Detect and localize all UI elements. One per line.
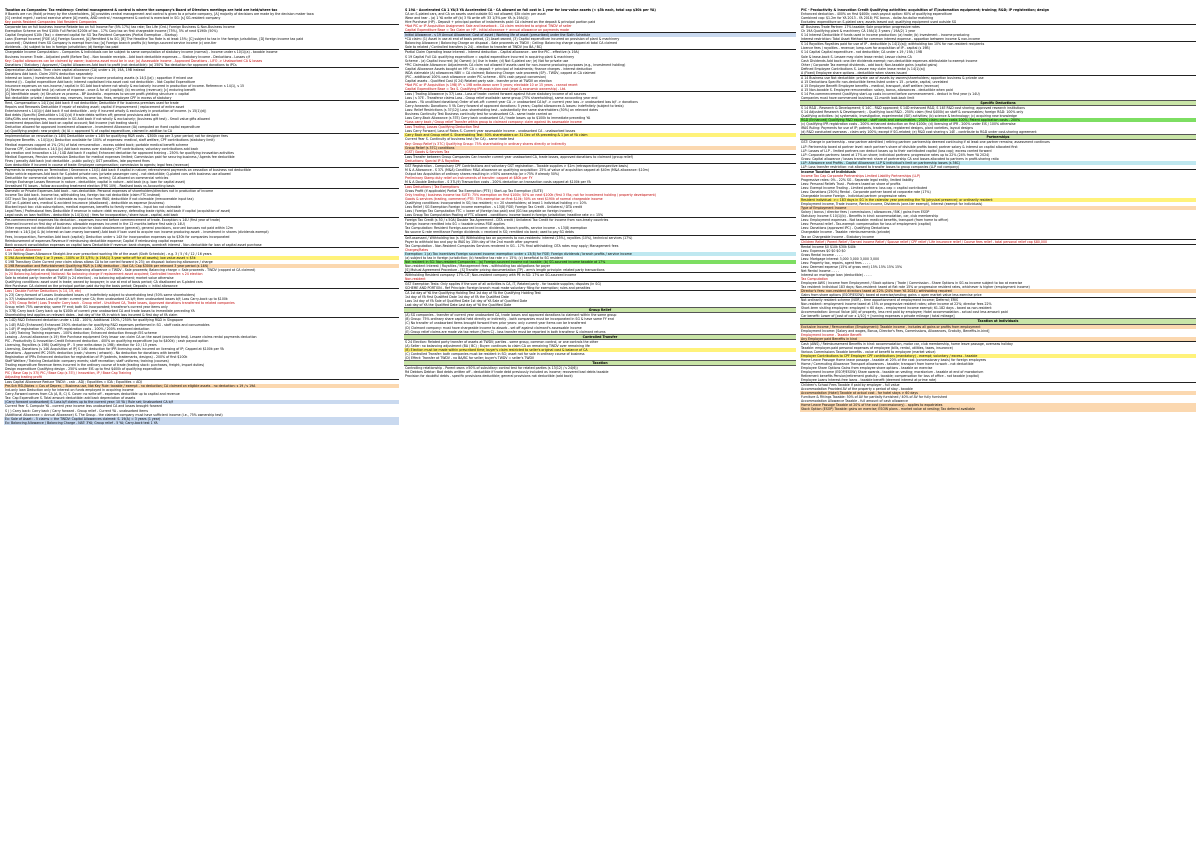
text-line: Leasing - Annual allowance (s 19) Hire Purchase equipment Only lessor can claim CA on the asset (ownership test). Lessee claims rental payments deduction — [5, 334, 257, 339]
text-line: (a) Qualifying project: new project; (b) IA = approved % of capital expenditure, claimed in addition to CA — [5, 129, 173, 134]
text-line: Ch 19A Qualifying plant & machinery CA 19A(1) 3 years / 19A(2) 1 year — [801, 29, 916, 34]
text-line: Current Year S. Compute YA - current year income less unabsorbed CA and losses brought forward — [5, 404, 162, 409]
text-line: Exemption Scheme on first $100k Full Partial $200k of tax - 17% Corp tax on first chargeable income (75%), 5% of next $190k (50%) — [5, 29, 218, 34]
section-heading: Taxation — [404, 360, 796, 366]
text-line: (sourced) ; Dividend from SG Company is exempt from tax; [a] Foreign branch profits (b) foreign-sourced service income (c) one-tier — [5, 41, 217, 46]
text-line: Not ordinarily resident scheme (NOR) - time apportionment of employment income; Deferral; ERIS — [800, 297, 1196, 302]
text-line: (a) subject to tax in foreign jurisdiction; (b) headline tax rate >= 15%; (c) beneficial to SG resident — [405, 255, 563, 260]
text-line: Medical Expenses, Pension commission Deduction for medical expenses limited; Commission paid for securing business / Agents fee deductible — [5, 154, 235, 159]
text-line: Non-resident — [405, 277, 426, 281]
text-line: No source & rate remittance Foreign dividends = received in SG; remitted via bank; used to pay SG debts — [405, 230, 574, 235]
text-line: Resident individual: >= 183 days in SG in the calendar year preceding the YA (physical presence); or ordinarily resident — [800, 198, 1196, 202]
text-line: Ex: Balancing Allowance / Balancing Charge - NAT: 3YA; Group relief - 5 YA; Carry-back test 1 YA — [4, 421, 399, 425]
text-line: Car benefit: Lower of [cost of car x 1/10] + [running expenses x private mileage / total mileage] — [801, 314, 955, 319]
text-line: Tax resident: Individual 183 days; Non-resident: taxed at flat rate 15% or progressive resident rates, whichever is higher (employment income) — [801, 285, 1030, 290]
column-right — [800, 8, 1196, 846]
text-line: Reimbursement of expenses Revenue if reimbursing deductible expense; Capital if reimbursing capital expense — [5, 238, 184, 243]
text-line: Tax Computation — [801, 277, 828, 281]
text-line: Preliminary Stamp duty relief on instruments of transfer: capped at $80k per FY — [405, 175, 533, 180]
text-line: Bad debts (Specific) Deductible s 14(1)(d) if trade debts written off; general provisions add back — [5, 113, 159, 118]
text-line: (c) Qualifying IPR registration costs - 200% enhanced deduction on first $100k; (d) licensing of IPR - 200% under EIS / 100% otherwise — [801, 122, 1016, 127]
text-line: Loss Deductions / Tax Exemptions — [404, 184, 796, 189]
text-line: Scheme - (a) Capital incurred; (b) Owned; (c) Use in trade; (d) Not S-plated car; (e) Not for private use — [405, 58, 569, 63]
text-line: Less Relief / SG Exemption Foreign income exemption - s 13(8) FSIE; Foreign Tax Credit - Unilateral / DTA credit — [405, 205, 583, 210]
text-line: *CA claim: (1) Asset in use at end of basis period, (2) Asset owned, (3) Capital expenditure incurred on provision of plant & machinery — [405, 37, 620, 42]
text-line: Licence fees / royalties - revenue; lump-sum for acquisition of IP - capital (s 19B) — [801, 46, 930, 51]
text-line: (A) SG companies - transfer of current year unabsorbed CA, trade losses and approved donations to claimant within the same group — [405, 313, 617, 318]
text-line: S 19A - Accelerated CA 1 YA/3 YA Accelerated CA - CA allowed on full cost in 1 year for low-value assets (< $5k each, total cap $30k per YA) — [405, 8, 656, 12]
text-line: Home Leave Passage Home leave passage - taxable at 20% of the cost (concessionary basis) for foreign employees — [801, 357, 987, 362]
text-line: Deemed incurred on first day of business: allowable expenses incurred in the 12 months before first sale (s 14U) — [5, 222, 185, 227]
text-line: A 14 Business use Not deductible: private use of assets by owners/shareholders; apportion business & private use — [800, 75, 1196, 80]
text-line: S 19 Capital Full CA: qualifying expenditure = capital expenditure incurred in acquiring plant & machinery — [405, 54, 575, 59]
text-line: (s 20 Balancing Adjustment) Notional: No balancing charge if replacement asset acquired; Controlled transfer: s 24 election — [5, 271, 203, 276]
text-line: Accommodation Provided AV of the property x period of stay - taxable — [801, 387, 913, 392]
text-line: S 14 Interest Deductible if funds used in income production: (a) trade; (b) investment - income producing — [801, 33, 970, 38]
text-line: Carry Back and Group relief S. Shareholding Test: 50% shareholders on 31 Dec of YA preceding & 1 Jan of YA claim — [404, 133, 796, 137]
text-line: (d) R&D conducted overseas - claim only 100%; except if SG-related; (e) R&D cost sharing s 14E - contribute to R&D under cost-sharing agreement — [801, 130, 1037, 135]
text-line: Loss Trading, Losses Qualifying Deduction Test — [404, 124, 796, 129]
text-line: Implementation on renovation (s 14N) Deductible under s 14N for qualifying R&R costs - $300k cap per 3-year period; not for designer fees — [4, 133, 399, 138]
text-line: Licensing, Donations (s 14K Acquisition of IP) S 14K: deduction for IPR licensing costs incurred on licensing of IP; Capped at $100k per YA — [5, 346, 224, 351]
text-line: (s 14F) IP registration Qualifying IPR registration costs - 100% / 200% enhanced deduction — [5, 326, 150, 331]
text-line: Qualifying conditions: incorporated in SG; tax resident; <= 20 shareholders; at least 1 individual holding >= 10% — [405, 201, 587, 206]
text-line: Payments to employees on Termination / Severance s 14(1) Add back if capital in nature; retrenchment payments on cessation of business not deductible — [4, 167, 399, 172]
text-line: Interest (i) - Capital expenditure Add back; interest capitalised into asset cost not deductible: - Not Capital Expenditure — [5, 79, 196, 84]
text-line: Legal costs on loan facilities - deductible (s 14(1)(a)) ; fees for incorporation / share issue - capital, add back — [5, 213, 179, 218]
text-line: PIC - Productivity & Innovation Credit Enhanced deduction - 400% on qualifying expenditure (up to $400k) ; cash payout option — [5, 338, 209, 343]
text-line: Insurance expenses on non-income / capital in SG Add back where not wholly & exclusively incurred in production of income. Reference: s 14(1), s 15 — [5, 83, 245, 88]
text-line: Employee Loans Interest-free loans - taxable benefit (deemed interest at prime rate) — [801, 378, 937, 383]
text-line: Tax Computation: Resident Foreign-sourced income: dividends, branch profits, service income - s 13(8) exemption — [405, 226, 588, 231]
text-line: Employment Income (ESOP/ESOW) Share awards - taxable on vesting; moratorium - taxable at end of moratorium — [801, 370, 984, 375]
text-line: Interest restriction: Total Asset Method for common interest expense - apportion between income & non-income — [801, 37, 981, 42]
text-line: Sum deductible if incurred in course of trade: Employee compensation; commission to agents; legal fees (revenue) — [5, 162, 189, 167]
text-line: Sale to related / Controlled transfers (s 24) - election to transfer at TWDV (no BA / BC) — [405, 45, 543, 50]
text-line: Income Taxation of Individuals — [800, 169, 1196, 174]
text-line: Provision for doubtful debts - specific provisions deductible; general provisions not deductible (add back) — [405, 374, 573, 379]
text-line: Furniture & Fittings Taxable: 50% of AV for partially furnished / 40% of AV for fully furnished — [801, 395, 947, 400]
text-line: SCHEME AND PORTION - Ref Principle: Foreign branch must make voluntary filing for exemption; rules and penalties — [405, 286, 591, 291]
text-line: Donations Add back. Claim 250% deduction separately — [5, 71, 93, 76]
text-line: Medical expenses capped at 1% (2%) of total remuneration - excess added back; portable medical benefit scheme — [5, 142, 189, 147]
text-line: LLP: Loss transfer restriction: not allowed to transfer losses to group companies (LLP not company) — [801, 164, 960, 169]
text-line: GST on S-plated cars, medical & accident insurance (disallowed) - deductible as expense (business) — [5, 201, 165, 206]
text-line: Chargeable Income Computation: - Companies & Individuals can be subject to same computation of statutory income (normal) - Income under s 10(1)(a) - taxable income — [4, 49, 399, 54]
text-line: S ( ) Carry back: Carry back / Carry forward - Group relief - Current YA - unabsorbed items — [5, 408, 149, 413]
text-line: Unrealised FX losses - follow accounting treatment election (FRS 109) - Realised basis vs Accounting basis — [5, 183, 175, 188]
text-line: (E) Group relief claims are made via tax return (Form C) - loss transfer must be reported in both transferor & claimant returns — [405, 329, 606, 334]
text-line: Excludes: expenditure on S-plated cars; assets leased out; qualifying equipment used outside SG — [801, 20, 957, 25]
text-line: Less: Employment expenses - Not taxable: medical benefits, transport (from home to office) — [801, 218, 949, 223]
text-line: Statutory Income S 10(1)(b) - Benefits in kind: accommodation, car, club membership — [801, 214, 939, 219]
section-heading: Controlled Transfer — [404, 334, 796, 340]
text-line: (B) Election must be made within prescribed time; buyer's claim restricted to seller's original cost & balance of CA — [404, 348, 796, 352]
text-line: Loss: Relief Restrictions (s 37(12)) Loss: shareholding test - substantially the same shareholders (50%) on relevant dates — [405, 108, 598, 113]
text-line: Less: Personal relief - Tax-exempt: compensation for loss of employment (capital) — [801, 222, 931, 227]
text-line: LLP: Partnership taxed at partner level: each partner's share of divisible profits taxed; partner salary & interest on capital allocated first — [801, 144, 1018, 149]
text-line: Capital assets - Qualified Cost (S 24) Related party sale - transfer price at TWDV on election — [405, 78, 552, 83]
text-line: (Carry forward unabsorbed) S. Loss b/f claims up to the current year: 10 YA / Rule set; Unabsorbed CA b/f — [4, 400, 399, 404]
text-line: Wear and tear - (a) 1 YA write off (b) 3 YA write off: 33 1/3% per YA (s 19A(1)) — [405, 16, 529, 21]
text-line: (C) No transfer of unabsorbed items brought forward from prior years: only current year items can be transferred — [405, 321, 586, 326]
text-line: If Boards are run (Hold) primary by the shareholders, [A] provides central management and control is given to a private company, [A] majority of decisions are made by the decision maker taxa — [5, 12, 314, 17]
text-line: (s 23) Carry-forward of Losses Unabsorbed losses c/f indefinitely subject to shareholding test (50% same shareholders) — [5, 293, 196, 298]
text-line: Children's School Fees Taxable if paid by employer - full value — [800, 382, 1196, 387]
text-line: Legal Fees / Professional fees Deductible if revenue in nature: debt recovery, defending trade rights; add back if capital (acquisition of asset) — [5, 209, 231, 214]
text-line: Other expenses not deductible Add back: provision for stock obsolescence (general), general provisions, accrued bonuses not paid within 12m — [5, 226, 233, 231]
text-line: 1st day of YA first Qualified Date 1st day of YA the Qualified Date — [405, 295, 509, 300]
text-line: Director's fees: non-resident directors taxed at 22% (24% from YA 2024); withholding required — [800, 289, 1196, 293]
text-line: [G] central mgmt / control exercise where [A] meets, AND central / management & control is exercised in SG: [s] SG-resident company — [5, 16, 221, 21]
text-line: Rd Debtors Debtor: Bad debts written off - deductible if trade debt previously included as income; recovered bad debts taxable — [405, 369, 609, 374]
text-line: Blocked input tax: club subscriptions, medical expenses, benefits to family members - Input tax not claimable — [5, 205, 181, 210]
text-line: Donations / Statutory / Approved / Capital Allowances Add back to profit (not deductible): (a) 250% Tax deduction for approved donations to IPCs — [5, 62, 237, 67]
text-line: Employer Contributions to CPF Employer CPF contributions (mandatory) - exempt; voluntary / excess - taxable — [800, 354, 1196, 358]
text-line: Corporate tax on full business income Rebate tax on full Income For (5% 17%) tax rate; Tax Life (Ord.) Foreign Business & Non-Business Income — [4, 24, 399, 29]
text-line: Investment deposition Add back on capital account; Not income (not trading stock) — [5, 121, 138, 126]
text-line: Home Leave Passage Taxable at 20% of the cost (concessionary) - applies to expatriates — [800, 403, 1196, 407]
text-line: GST: Change in partnership - new partner admitted / retiring partner: partnership deemed continuing if at least one partner remains; assessment continues — [801, 140, 1050, 145]
text-line: Initial Allowance - s 19 Annual Allowance: Cost of asset / Working life of asset (prescribed) under the Sixth Schedule — [404, 32, 796, 37]
text-line: Deduction allowed for approved investment allowance - Investment Allowance (IA) computed on fixed capital expenditure — [5, 125, 200, 130]
text-line: LLP: Corporate partners: taxed at 17% on share; individual partners: progressive rates up to 22% (24% from YA 2024) — [801, 152, 990, 157]
text-line: Employee Share Options Gains from employee share options - taxable on exercise — [801, 365, 933, 370]
text-line: (Losses - YA unutilised donations) Order of set-off: current year CA -> unabsorbed CA b/f -> current year loss -> unabsorbed loss b/f -> donations — [405, 100, 638, 105]
text-line: Net Rental Income - - - - — [801, 268, 840, 273]
text-line: Tax Computation - Non-Resident Companies Services rendered in SG - 17% final withholding; DTA rates may apply; Management fees — [405, 243, 619, 248]
text-line: Loss 1st day of YA Sale of Qualified Date 1st day of YA Sale of Qualified Date — [405, 299, 528, 304]
text-line: [S] Mutual Agreement Procedure - [S] Transfer pricing documentation (TP) - arm's length principle: related party transactions — [405, 267, 605, 272]
text-line: M & A Double Deduction - S 37L(9) Transaction costs - 200% deduction on transaction costs capped at $100k per YA — [405, 179, 591, 184]
text-line: Gross Rental income - - - - — [801, 252, 843, 257]
text-line: Tax on Chargeable Income - Statutory income — [801, 234, 875, 239]
text-line: Income Tax Cap Corporate Partnerships Limited Liability Partnerships (LLP) — [801, 173, 921, 178]
text-line: Group relief: 75% ownership; same FY end; both SG incorporated; transferor's current year items only — [5, 305, 168, 310]
text-line: Accommodation: Annual Value (AV) of property, less rent paid by employee; Hotel accommodation - actual cost less amount paid — [801, 310, 1008, 315]
text-line: S 19A Accelerated Only 1 or 3 years - 100% or 33 1/3%; (s 19A(1) 3-year write off for all assets); low value asset < $5k — [4, 256, 399, 260]
text-line: (s 14H) Training Training expenses - 100% deduction; Enhanced deduction through EIS scheme — [5, 330, 157, 335]
text-line: (GST) Goods & Services Tax — [405, 149, 450, 154]
text-line: CA on S-plated cars, and CA on assets used outside SG not allowed; $5k claim per asset — [405, 12, 546, 17]
text-line: Cash (AWS) / Reimbursement Benefits in kind: accommodation, motor car, club membership, home leave passage, overseas holiday — [800, 341, 1196, 346]
text-line: Pre-Sch RSL/Notes = Cos of Deprec, ; Business use, Not Key Rule: taxable / exempt - no deduction; CA claimed on eligible assets - no deduction: s 19 / s 19A — [4, 384, 399, 388]
text-line: Less: Donations (approved IPC) - Qualifying Deductions — [801, 226, 890, 231]
text-line: Entertainment s 14(1)(r) Add back if not deductible - only if incurred wholly & exclusively in production of income. (s 15(1)(d)) — [5, 109, 207, 114]
text-line: Rent, Compensation s 14(1)(a) Add back if not deductible; Deductible if for business premises used for trade — [4, 100, 399, 105]
text-line: S 14 Adjusted Research & Development; - Qualifying local R&D - 250% claim (first $400k) on staff & consumables; foreign R&D: 100% only — [801, 110, 1024, 115]
text-line: Shareholding test applies on relevant dates - last day of the YA in which loss incurred & first day of YA claim — [5, 313, 178, 318]
text-line: Capital Expenditure Base = Tax Claim on HP - initial allowance + annual allowance on payments made — [405, 28, 569, 33]
text-line: Pre-commencement expenses No deduction - expenses incurred before commencement of trade. Exception: s 14U (first year of trade) — [4, 217, 399, 222]
text-line: (B) Group: 75% ordinary share capital held directly or indirectly - both companies must be incorporated in SG & have same FY end — [405, 317, 614, 322]
text-line: Qualifying conditions: asset used in trade; owned by taxpayer; in use at end of basis period; CA disallowed on S-plated cars — [5, 280, 203, 285]
text-line: Home / Commuting Allowance Transport allowances - taxable; transport from home to work - not deductible — [801, 361, 974, 366]
text-line: Donations - Approved IPC 250% deduction (cash / shares / artwork) - No deduction for donations with benefit — [5, 350, 180, 355]
text-line: S 19B Renovation and Refurbishment Qualifying R&R (s 14N) deduction - Not CA; Cap $300k per relevant 3 year period (s 14N) — [4, 264, 399, 268]
text-line: GST Input Tax (paid) Add back if claimable as input tax from IRAS; deductible if not claimable (irrecoverable input tax) — [5, 197, 194, 202]
text-line: Controlling relationship - Parent owns >50% of subsidiary: control test for related parties (s 13(12) / s 24(6)) — [405, 365, 578, 370]
text-line: A (Fixed) Employee share options - deductible when shares issued — [801, 70, 907, 75]
text-line: Ind-only loan Deduction only for interest on funds employed in acquiring income — [5, 388, 134, 393]
text-line: Combined cap: $1.2m for YA 2013 - YA 2018; PIC bonus - dollar-for-dollar matching — [801, 16, 934, 21]
text-line: Tax: Cap Expenditure S. Total amount deductible: add back depreciation of assets — [5, 396, 136, 401]
text-line: Loan (Exempt Income) [FSIE (A)] Foreign Sourced, [A] Remitted $ to SG; [B] The Headline Tax Rate is at least 15%; [C] subject to tax in the foreign jurisdiction, [D] foreign income tax paid — [5, 37, 304, 42]
text-line: Design expenditure Qualifying design - 250% under EIS up to first $400k of qualifying expenditure — [5, 367, 162, 372]
text-line: Short-term visiting employee: employed < 60 days - employment income exempt; 61-182 days - taxed as non-resident — [801, 306, 992, 311]
text-line: Income Tax Add back. Income tax, withholding tax, foreign tax not deductible (claim FTC instead) — [5, 193, 161, 198]
text-line: Enhanced deduction - 400% on first $400k; cash payout option: 60% of qualifying expenditure — [801, 12, 952, 17]
text-line: S 19B Transitory Claim Current year claim allows allows CA to be carried forward (s 23); on disposal: balancing allowance / charge — [5, 259, 213, 264]
text-line: Any Employer paid Benefits in kind — [800, 337, 1196, 341]
text-line: (s 14D) R&D Enhanced deduction under s 14D - 100%; Additional 150% / 250% for qualifying R&D in Singapore — [4, 317, 399, 322]
text-line: Loss Carry Forward, Loss of Rates S. Current year assessable income - unabsorbed CA - unabsorbed losses — [405, 129, 576, 134]
text-line: LLP: Allowance and Profits - Capital Allowance: LLP & individual's limit on partnership losses (s 36C) — [800, 161, 1196, 165]
text-line: Defined Employee Contributions S. Lessee may claim lease rental (s 14(1)(a)) — [801, 66, 926, 71]
text-line: Accommodation (Hotel) Taxable at actual cost - for hotel stays > 60 days — [800, 391, 1196, 395]
text-line: IRAS Ruling: Payments for use of IP; patents, trademarks, registered designs, plant varieties, layout designs — [801, 126, 974, 131]
text-line: Bank account consolidation expenses on capital loans Deductible if revenue: bank charges, overdraft interest - Non-deductible for loan of capital asset purchase — [5, 242, 262, 247]
text-line: Employment Income: [Salary and wages, Bonus, Director's Fees, Commissions, Allowances, Gratuity, Benefits-in-kind] — [801, 328, 990, 333]
text-line: dividends - (b) subject to tax in foreign jurisdiction; (d) foreign tax paid — [5, 45, 119, 50]
text-line: Less: Property tax, repairs, agent fees - - - - — [801, 260, 871, 265]
text-line: Type of Employment Income — [800, 206, 1196, 210]
text-line: A 15 Non-taxable S. Employee remuneration: salary, bonus, allowances - deductible when paid — [801, 87, 953, 92]
text-line: Exemption: 1 (a) Tax incentives Foreign sourced income: exemption under s 13(8) for FSIE; Foreign dividends / branch profits / service income — [404, 252, 796, 256]
text-line: Qualifying activities: (a) systematic, investigative, experimental (SIE) activities; (b) science & technology; (c) acquiring new knowledge — [801, 114, 1017, 119]
text-line: Trading expenditure Revenue items incurred in the ordinary course of trade (trading stock: purchases, freight, import duties) — [5, 362, 205, 367]
text-line: Loss / s 37E - Transferor claims Loss - Group relief available: same group (75% shareholding), same accounting year end — [405, 95, 598, 100]
text-line: M & A Allowance - S 37L (M&A) Condition: M&A allowance on qualifying acquisition: 25% of value of acquisition capped at $40m (M&A allowance: $10m) — [405, 167, 649, 172]
text-line: Domestic or Private Expenses Add back - non-deductible. Personal expenses of shareholders/directors not in production of income — [4, 188, 399, 193]
text-line: [A] Revenue vs capital test: (a) nature of expense - once & for all (capital); (b) recurring (revenue); [c] enduring benefit — [5, 87, 196, 92]
text-line: S 14 R&D - Research & Development; S 14C - R&D approved; S 14D enhanced R&D, S 14E R&D cost sharing; approved research institutions — [801, 106, 1025, 111]
text-line: Gains from share options (ESOP/ESOW): taxed at exercise/vesting; gains = open market value less exercise price — [801, 293, 982, 298]
text-line: (s 37B) Carry back Carry back up to $100k of current year unabsorbed CA and trade losses to immediate preceding YA — [5, 309, 195, 314]
text-line: Hire Purchase: CA claimed on the principal portion paid during the basis period; Deposits = initial allowance — [5, 284, 178, 289]
text-line: (D) Claimant company: must have chargeable income to absorb - set off against claimant's assessable income — [405, 325, 582, 330]
column-middle — [404, 8, 796, 846]
text-line: Loss Carry-Back Allowance (s 37E) Carry back unabsorbed CA / trade losses up to $100k to immediate preceding YA — [405, 116, 591, 121]
text-line: A 15 Employee Benefit Employee benefits - medical, transport, staff welfare (revenue) — [801, 83, 940, 88]
text-line: Employment Income - Taxable Benefit — [801, 332, 862, 337]
text-line: (s 37E) Group Relief / Loss Transfer Carry back - Group relief - Unutilised CA, Trade losses, Approved donations transferred to related companies — [5, 301, 235, 306]
text-line: Licensing, Royalties (s 19B) Qualifying IP - 5 year write-down (s 19B); election for 10 / 15 years — [5, 342, 157, 347]
text-line: Fines / penalty Add back (not deductible - public policy); GST penalties, late payment fines — [5, 158, 150, 163]
text-line: Key points Resident Companies: Not Resident Companies — [5, 20, 97, 25]
text-line: Taxable: employer-paid personal expenses of employee (bills, rental, utilities, taxes, insurance) — [801, 345, 953, 350]
text-line: Depreciation Add back. Then claim capital allowance (CA) under s 19, 19A, 19B instead — [4, 67, 399, 72]
text-line: Gross: Capital allowance / losses transferred: share of partnership CA and losses allocated to partners in profit-sharing ratio — [801, 156, 999, 161]
text-line: Loss Capital Allowance — [4, 247, 399, 252]
text-line: Salary / bonus / director fees / commissions / allowances / BIK / gains from ESOP — [801, 210, 930, 215]
text-line: Carry-forwards: Donations: 5 YA Carry forward of approved donations: 5 years; Capital allowances & losses: indefinitely (subject to tests) — [405, 104, 624, 109]
section-heading: Partnerships — [800, 134, 1196, 140]
text-line: Loss Transfer between Group Companies Can transfer current year unabsorbed CA, trade losses, approved donations to claimant (group relief) — [404, 154, 796, 159]
text-line: Balancing Allowance / Balancing Charge on disposal - Sale proceeds vs TWDV ; Ceiling: Balancing charge capped at total CA claimed — [405, 41, 617, 46]
text-line: (PIC - additional 100% cash allowance under PIC scheme - 60% cash payout conversion) — [405, 74, 547, 79]
text-line: Capital Expenditure Base = Tax S. Qualifying IPR acquisition cost (legal & economic ownership) - Ltd. — [405, 86, 567, 91]
text-line: Rental Income $0 $10k $30k $40k — [800, 244, 1196, 249]
text-line: CA 1st day of YA the Qualifying Holding Test 1st day of YA the Qualifying Holding Test — [404, 290, 796, 295]
text-line: Carry-Forward comes from CA (A, B, C) S. Cover: no write off - expenses deductible up to capital and revenue — [5, 392, 180, 397]
text-line: (A) Seller: no balancing adjustment (BA / BC) ; Buyer: continues to claim CA on remaining TWDV over remaining life — [405, 343, 590, 348]
text-line: Loss Group Tax Computation Pooling of FTC allowed - conditions: income taxed in foreign jurisdiction; headline rate >= 15% — [405, 213, 604, 218]
text-line: Gross Profit (if applicable) Partial Tax Exemption (PTE) / Start-up Tax Exemption (SUTE) — [405, 189, 544, 194]
text-line: Loss / Trading Allowance (s 37) Loss - Loss of trade: carried forward against future statutory income of all sources — [404, 91, 796, 96]
text-line: Hire Purchase (HP) - Deposit + principal portion of instalments paid: CA claimed on the deposit & principal portion paid — [405, 20, 596, 25]
text-line: Balancing adjustment on disposal of asset: Balancing allowance = TWDV - Sale proceeds; Balancing charge = Sale proceeds - TWDV (capped at CA claimed) — [5, 267, 256, 272]
text-line: Staff Welfare / Training Deductible: company events; staff recreation; staff uniforms; training (courses) — [5, 358, 169, 363]
text-line: Less: Deemed expense (15% of gross rent) 15% 15% 15% 15% — [801, 264, 903, 269]
text-line: (s 14E) R&D (Enhanced) Enhanced 250% deduction for qualifying R&D expenses performed in SG - staff costs and consumables — [5, 322, 210, 327]
text-line: Charges/Rates — [405, 247, 429, 252]
text-line: R&D (Enhanced) Qualifying R&D expense - staff costs and consumables - 250% claim; other costs 100%; Patent application costs - 200% — [800, 118, 1196, 122]
text-line: *Loss carry back / Group relief Transfer within group to claimant company: claim against its assessable income — [405, 120, 582, 125]
text-line: Loss / Double Further Deductions (s 14, 19, etc) — [4, 288, 399, 293]
text-line: S 24 Election: Related party transfer of assets at TWDV; parties - same group, common control, or one controls the other — [405, 339, 599, 344]
text-line: Registration of IPRs Enhanced deduction for registration of IP (patents, trademarks, designs) - 200% of first $100k — [5, 354, 188, 359]
text-line: Ex: Sale of Asset: - 5 claims = the TWDV: Capital Allowances claimed: S. 19(A) = 3 years (1 year) — [4, 417, 399, 421]
text-line: Sale & lease-back S. Lessee may claim lease rental; Lessor claims CA — [801, 54, 912, 59]
text-line: (Additional Allowance = Annual Allowance) S. The Group - the claimant company must have sufficient income (i.e., 75% ownership test) — [5, 412, 223, 417]
text-line: Only trading / business income tax SUTE: 75% exemption on first $100k; 50% on next $100k (first 3 YAs; not for investment holding / property development) — [405, 193, 657, 198]
text-line: Less: Donations (250%) Rental - Corporate partner taxed at corporate rate (17%) — [801, 190, 931, 195]
text-line: LLP: Losses of LLP - limited partners can deduct losses up to their contributed capital (loss cap); excess carried forward — [801, 148, 992, 153]
text-line: Repairs and Renewals Deductible if repair of existing asset; capital if improvement / replacement of entire asset — [5, 105, 185, 110]
text-line: Employee Benefits - s 14(1)(a) Deduction available for 100% of expenses: medical, staff welfare, CPF contributions (statutory limit) — [5, 138, 215, 143]
text-line: Loss Capital Allowance Reduce TWDV: - calc - ADJ ; Equalities = IDA ; Equalities = ADJ — [4, 379, 399, 384]
text-line: GST Exemption Tests: Only applies if the sum of all activities is CA, IT, Related party - for taxable supplies; disputes (in SG) — [404, 281, 796, 286]
text-line: WDA claimable (A) allowances NBV = CA claimed; Balancing Charge: sale proceeds (SP) - TWDV, capped at CA claimed — [405, 70, 596, 75]
text-line: Withholding Resident company: 17% CIT; Non-resident company with PE in SG: 17% on SG-sourced income — [404, 272, 796, 277]
text-line: Less: Mortgage interest 3,000 3,000 3,000 3,000 — [801, 256, 880, 261]
text-line: Cash Dividends Add back: one-tier dividends exempt; non-deductible expenses attributable to exempt income — [801, 58, 978, 63]
text-line: Fees, Incorporation, Formation Add back (capital); Deduction under s 14X for incorporation expenses up to $30k for companies incorporated — [5, 234, 230, 239]
text-line: Adjusting trading profit — [5, 375, 42, 380]
text-line: Key: Capital allowances can be claimed by owner; business asset must be in use; (a) Assessable income - Approved Donations - LIFO -> Unabsorbed CA & losses — [5, 58, 263, 63]
text-line: Accommodation Allowance Taxable - full amount of cash allowance — [801, 399, 908, 404]
text-line: Children Relief / Parent Relief / Earned income Relief / Spouse relief / CPF relief / Life insurance relief / Course fees relief - total personal relief cap $80,000 — [800, 239, 1196, 244]
section-heading: Taxation at Individuals — [800, 318, 1196, 324]
text-line: S 14 Capital Capital expenditure - not deductible; CA under s 19 / 19A / 19B — [801, 50, 923, 55]
text-line: Business income: Trade - Adjusted profit (Before Tax) - Non taxable receipts - Add back deductible expenses ... Statutory Income - Deductions - Losses c/f — [5, 54, 250, 59]
text-line: Partial Claim Operating lease interest - Interest deduction - Capital allowance - see the PIC - effective (s 19A) — [404, 49, 796, 54]
text-line: Less: Expenses $0 $0 $0 $0 — [801, 248, 846, 253]
text-line: Chargeable Income - Taxable: reimbursements (private) — [801, 230, 891, 235]
text-line: Companies must have commenced business; 12-month look-back limit — [801, 95, 915, 100]
text-line: (s 37) Unabsorbed losses Loss c/f order: current year CA; then unabsorbed CA b/f; then unabsorbed losses b/f; Loss Carry-back up to $100k — [5, 297, 228, 302]
text-line: Less: Exempt Income Trading - Limited partners: loss cap = capital contributed — [801, 185, 928, 190]
section-heading: Specific Deductions — [800, 100, 1196, 106]
text-line: [D] Identifiable asset; (e) Structure vs process - BP Australia - expenses to secure profit-yielding structure = capital — [5, 91, 190, 96]
text-line: S 14 Pre-commencement Qualifying start-up costs incurred before commencement - deduct in first year (s 14U) — [801, 91, 980, 96]
text-line: Escrow CPF, Contributions s 14(1)(c) Add back excess over statutory CPF contributions; voluntary contributions add back — [5, 146, 199, 151]
text-line: Deductible for commercial vehicles (goods vehicles, vans, lorries); CA allowed on commercial vehicles — [5, 175, 169, 180]
text-line: Progressive rates: 0% - 22% SG - Separate legal entity, limited liability — [801, 177, 914, 182]
text-line: Payer to withhold tax and pay to IRAS by 15th day of the 2nd month after payment — [405, 239, 538, 244]
text-line: Group Relief (s 37C) conditions — [404, 146, 796, 150]
text-line: Goods & services (trading, commerce) PTE: 75% exemption on first $10k; 50% on next $190k of normal chargeable income — [405, 197, 603, 202]
text-line: Foreign income remitted into SG = taxable unless FSIE applies — [405, 222, 505, 227]
text-line: (D) Effect: Transfer at TWDV - no BA/BC for seller; buyer's TWDV = seller's TWDV — [405, 355, 535, 360]
text-line: Other / Corporate Tax exempt dividends - add back; Non-taxable gains (capital gains) — [801, 62, 938, 67]
text-line: A 15 Deductions Specific non-deductible items listed under s 15 - private, capital, unrelated — [801, 79, 948, 84]
text-line: Non-resident Interest / Royalties / Management fees - withholding tax obligations for payer — [405, 263, 551, 268]
text-line: Employment income, Trade income, Rental income, Dividends (one-tier exempt), Interest (exempt for individuals) — [801, 202, 983, 207]
text-line: *Not PIC or IP Acquisition (s 19B) IP: s 19B write-down over 5 years; electable 10 or 15 years - cannot revert — [405, 82, 578, 87]
text-line: Business Continuity Test Business continuity test for unabsorbed CA - same trade carried on — [405, 112, 553, 117]
text-line: Job creation and Innovation s 14 / 14D Add back if capital; Enhanced deduction for approved training - 250% for qualifying innovation activities — [5, 150, 234, 155]
text-line: Less: Personal Reliefs Trust - Partners taxed on share of profits — [801, 181, 901, 186]
text-line: AT Business Trade Partner: 17% taxable; Sole proprietor: progressive rates — [800, 24, 1196, 29]
text-line: GST Registration - Compulsory CPF Contributions and voluntary GST registration - Taxable supplies > $1m (retrospective/prospective basis) — [404, 163, 796, 168]
text-line: *PIC Claimable Allowance: Adjustments CA claim not allowed if assets used for non-income producing purposes (e.g., investment holding) — [405, 62, 626, 67]
text-line: Output tax Acquisition of ordinary shares resulting in >50% ownership (or >75% if already 50%) — [405, 171, 560, 176]
text-line: Stock Option (ESOP) Taxable: gains on exercise; ESOW plans - market value at vesting; Tax deferral available — [800, 407, 1196, 411]
text-line: (C) Controlled Transfer: both companies must be resident in SG; asset not for sale in ordinary course of business — [405, 351, 585, 356]
text-line: Various Commissions Taxable benefits - value of benefit to employee (market value) — [801, 349, 936, 354]
text-line: Chargeable Income Foreign - Individual partner: progressive rates — [801, 194, 907, 199]
text-line: Key: Group Relief (s 37C) Qualifying Group: 75% shareholding in ordinary shares directly or indirectly — [405, 141, 567, 146]
text-line: Exclusive Income / Remuneration (Employment): Taxable income - includes all gains or profits from employment — [800, 325, 1196, 329]
text-line: Employee AWS / Income from Employment / Stock options / Trade / Commission - Share Options in SG as income subject to tax at exercise — [801, 281, 1023, 286]
text-line: Motor vehicle expenses Add back for S-plated private cars (private passenger cars) - not deductible; Q-plated cars with business use allowed — [5, 171, 231, 176]
text-line: Taxation as Companies: Tax residency: Central management & control is where the company's Board of Directors meetings are held are held/where tax — [5, 8, 278, 12]
text-line: Foreign Tax Credit (s 50 / s 50A) Double Tax Agreement - DTA credit / Unilateral Tax Credit for income from non-treaty countries — [404, 217, 796, 222]
text-line: Capital Employed $10k (Tax) = deemed capital for SG Tax Resident Companies (Partial Exemption - Startup) — [5, 33, 178, 38]
text-line: Sale to related party: transfer at TWDV (s 24 election) - no balancing adjustment; market value otherwise — [5, 276, 174, 280]
text-line: Non-resident: employment income taxed at 15% or progressive resident rates; other income at 22%; director fees 22% — [801, 302, 992, 307]
text-line: Interest on loans / investments Add back if loan for non-income producing assets (s 14(1)(a)) ; apportion if mixed use — [5, 75, 193, 80]
text-line: Not resident in SG: Non-resident Companies - (a) Foreign-sourced income not taxable; (b) SG-sourced income taxable at 17% — [404, 260, 796, 264]
text-line: S 14 Royalties Royalties paid for use of IP - deductible (s 14(1)(a)); withholding tax 10% for non-resident recipients — [800, 41, 1196, 46]
text-line: Interest on mortgage loan (deductible) - - - - — [801, 272, 872, 277]
section-heading: Group Relief — [404, 307, 796, 313]
text-line: PIC / Base Cap (s 37I) PIC / Base Cap (s 37I) / Innovation, IP / Base Cap Training — [5, 371, 132, 376]
text-line: S 19 Writing Down Allowance Straight-line over prescribed working life of the asset (Sixth Schedule) - e.g. 3 / 5 / 6 / 12 / 16 years — [5, 251, 212, 256]
text-line: Current Year S. Continuity of business test (for CA) - same trade test — [405, 137, 515, 142]
text-line: Gifts/Gifts and employees, recoverable in SG Add back if not wholly & exclusively; (business gift test) - Small value gifts allowed — [5, 117, 210, 122]
text-line: PIC - Productivity & Innovation Credit Qualifying activities: acquisition of IT/automation equipment; training; R&D; IP registration; design — [801, 8, 1049, 12]
text-line: Retirement benefits Pension/retirement gratuity - taxable; compensation for loss of office - not taxable (capital) — [801, 374, 980, 379]
text-line: Last day of YA the Qualified Date Last day of YA the Qualified Date — [405, 303, 512, 308]
column-left — [4, 8, 399, 846]
text-line: *Not PIC or IP Acquisition Assignment Sale and leaseback - CA claim restricted to original TWDV of seller — [405, 24, 572, 29]
text-line: Self-assessed / Withholding tax (s 45) Withholding tax on payments to non-residents: interest (15%), royalties (10%), technical services (17%) — [404, 235, 796, 240]
text-line: (Interest: s 14(1)(a) & (b) interest on loan money borrowed) Add back if loan used to acquire non income producing asset: - investment in shares (dividends exempt) — [5, 230, 269, 235]
text-line: Not deductible: private / domestic exp, reserves, income tax, fines, employee CPF in excess of statutory — [5, 95, 172, 100]
text-line: Deductions: Special IP & Royalties — [405, 158, 460, 163]
text-line: Capital Allowance Assets bought on HP: CA = deposit + principal of instalments; finance charges - interest deduction — [405, 66, 593, 71]
text-line: Loss / Foreign Tax Computation FTC = lower of (foreign tax paid) and (SG tax payable on foreign income) — [405, 209, 573, 214]
text-line: Foreign Exchange Losses Revenue in nature - deductible; capital in nature - add back (e.g. loan for capital asset) — [5, 179, 186, 184]
